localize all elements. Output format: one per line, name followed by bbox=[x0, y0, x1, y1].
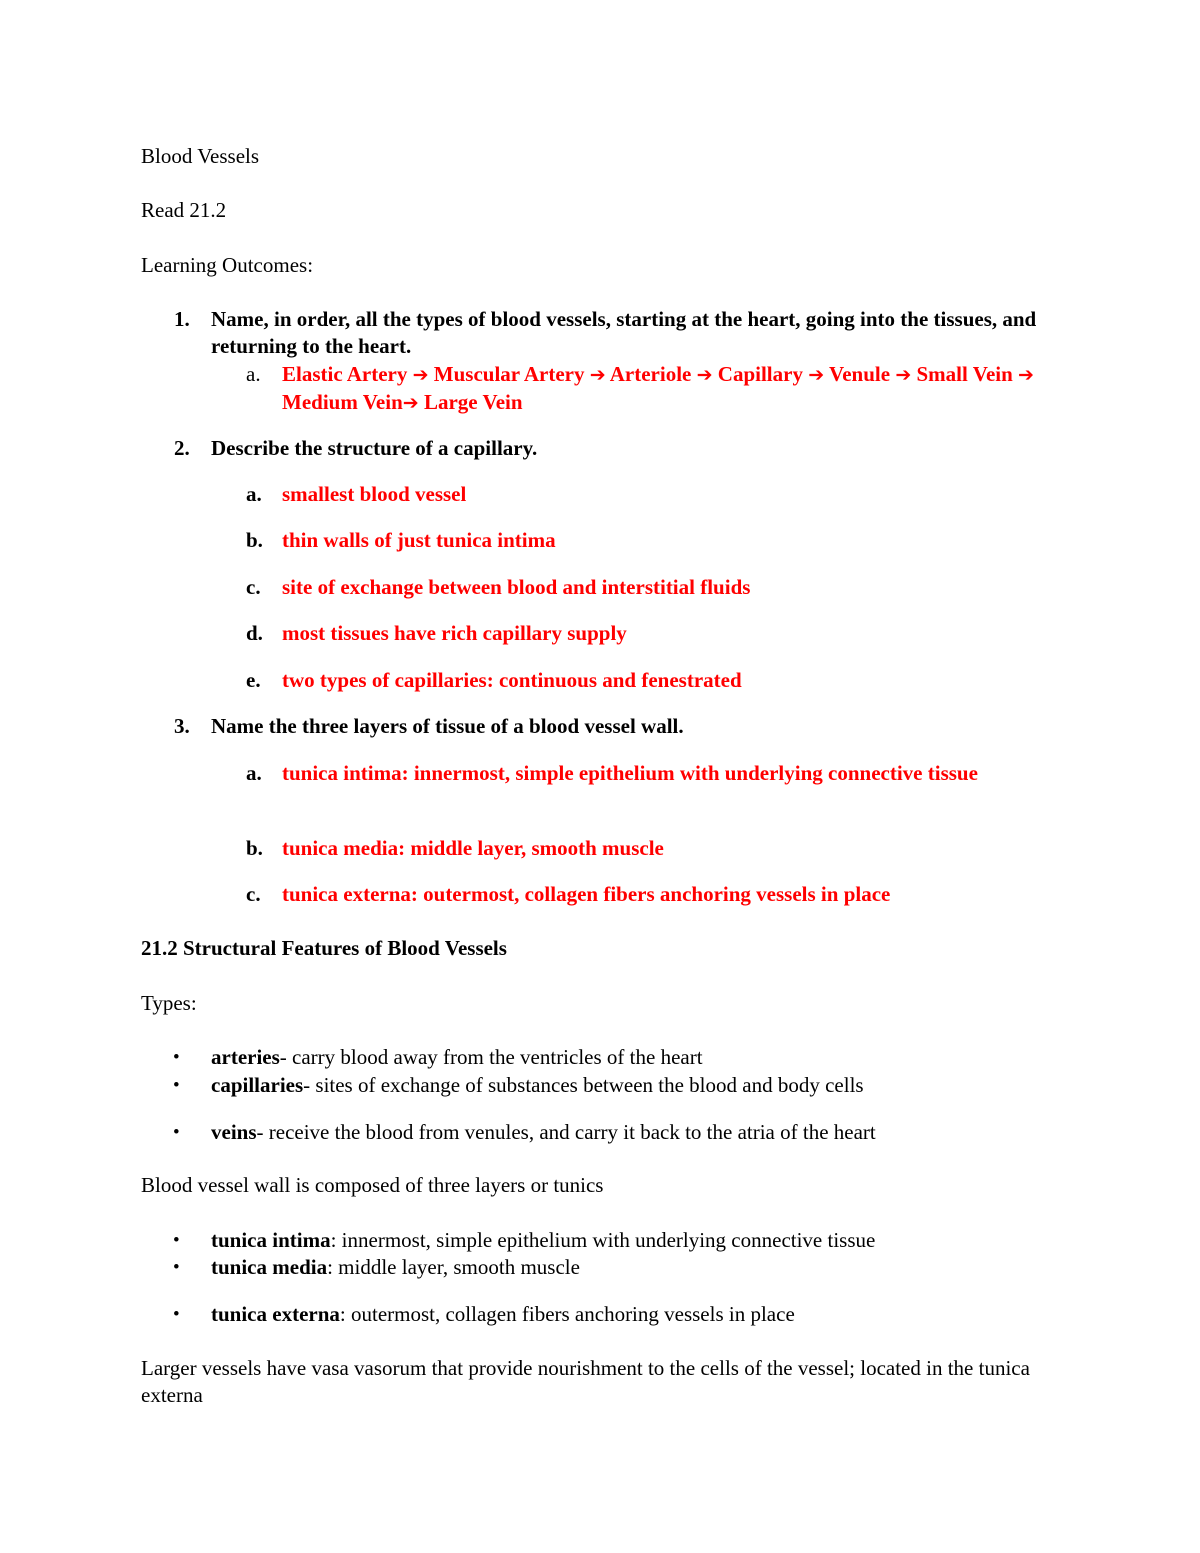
definition: - sites of exchange of substances between the blood and body cells bbox=[303, 1073, 864, 1097]
list-item bbox=[211, 1119, 876, 1146]
answer-text: tunica media: middle layer, smooth muscle bbox=[282, 836, 664, 860]
outcome-number: 3. bbox=[174, 714, 190, 738]
definition: : outermost, collagen fibers anchoring vessels in place bbox=[339, 1302, 795, 1326]
answer-text: tunica externa: outermost, collagen fibers anchoring vessels in place bbox=[282, 882, 891, 906]
definition: - carry blood away from the ventricles of the heart bbox=[279, 1045, 703, 1069]
list-item bbox=[211, 1301, 795, 1328]
arrow-right-icon: ➔ bbox=[1018, 364, 1034, 386]
arrow-right-icon: ➔ bbox=[412, 364, 429, 386]
answer-letter: c. bbox=[246, 575, 261, 599]
sequence-item: Medium Vein bbox=[282, 390, 403, 414]
answer-letter: d. bbox=[246, 621, 263, 645]
bullet-icon: • bbox=[173, 1257, 180, 1278]
term: arteries bbox=[211, 1045, 280, 1069]
answer-text: site of exchange between blood and interstitial fluids bbox=[282, 575, 751, 599]
term: tunica intima bbox=[211, 1228, 331, 1252]
outcomes-heading: Learning Outcomes: bbox=[141, 253, 314, 277]
outcome-number: 2. bbox=[174, 436, 190, 460]
arrow-right-icon: ➔ bbox=[696, 364, 713, 386]
sequence-item: Arteriole bbox=[609, 362, 692, 386]
reading-assignment: Read 21.2 bbox=[141, 198, 227, 222]
term: tunica externa bbox=[211, 1302, 340, 1326]
answer-text: tunica intima: innermost, simple epithelium with underlying connective tissue bbox=[282, 761, 978, 785]
document-title: Blood Vessels bbox=[141, 144, 260, 168]
bullet-icon: • bbox=[173, 1230, 180, 1251]
answer-letter: e. bbox=[246, 668, 261, 692]
wall-intro: Blood vessel wall is composed of three layers or tunics bbox=[141, 1173, 604, 1197]
arrow-right-icon: ➔ bbox=[895, 364, 912, 386]
list-item bbox=[211, 1254, 580, 1281]
outcome-number: 1. bbox=[174, 307, 190, 331]
definition: : middle layer, smooth muscle bbox=[327, 1255, 580, 1279]
answer-text: most tissues have rich capillary supply bbox=[282, 621, 627, 645]
term: veins bbox=[211, 1120, 257, 1144]
term: tunica media bbox=[211, 1255, 328, 1279]
term: capillaries bbox=[211, 1073, 304, 1097]
sequence-item: Venule bbox=[829, 362, 891, 386]
answer-letter: c. bbox=[246, 882, 261, 906]
definition: : innermost, simple epithelium with underlying connective tissue bbox=[330, 1228, 876, 1252]
answer-letter: a. bbox=[246, 482, 262, 506]
arrow-right-icon: ➔ bbox=[808, 364, 825, 386]
closing-paragraph: Larger vessels have vasa vasorum that provide nourishment to the cells of the vessel; located in the tunica externa bbox=[141, 1356, 1030, 1407]
arrow-right-icon: ➔ bbox=[402, 392, 419, 414]
outcome-question: Name the three layers of tissue of a blood vessel wall. bbox=[211, 714, 684, 738]
answer-text: thin walls of just tunica intima bbox=[282, 528, 556, 552]
list-item bbox=[211, 1072, 864, 1099]
vessel-sequence bbox=[282, 361, 1042, 417]
answer-text: two types of capillaries: continuous and fenestrated bbox=[282, 668, 742, 692]
answer-letter: a. bbox=[246, 362, 261, 386]
bullet-icon: • bbox=[173, 1075, 180, 1096]
outcome-question: Describe the structure of a capillary. bbox=[211, 436, 538, 460]
answer-letter: b. bbox=[246, 836, 263, 860]
answer-letter: a. bbox=[246, 761, 262, 785]
sequence-item: Small Vein bbox=[916, 362, 1013, 386]
bullet-icon: • bbox=[173, 1047, 180, 1068]
sequence-item: Large Vein bbox=[423, 390, 523, 414]
answer-letter: b. bbox=[246, 528, 263, 552]
bullet-icon: • bbox=[173, 1122, 180, 1143]
sequence-item: Elastic Artery bbox=[282, 362, 408, 386]
sequence-item: Capillary bbox=[717, 362, 803, 386]
sequence-item: Muscular Artery bbox=[433, 362, 585, 386]
definition: - receive the blood from venules, and carry it back to the atria of the heart bbox=[256, 1120, 876, 1144]
arrow-right-icon: ➔ bbox=[589, 364, 606, 386]
list-item bbox=[211, 1227, 875, 1254]
answer-text: smallest blood vessel bbox=[282, 482, 467, 506]
section-heading: 21.2 Structural Features of Blood Vessels bbox=[141, 936, 507, 960]
list-item bbox=[211, 1044, 703, 1071]
bullet-icon: • bbox=[173, 1304, 180, 1325]
outcome-question: Name, in order, all the types of blood vessels, starting at the heart, going into the tissues, and returning to the heart. bbox=[211, 307, 1037, 358]
types-label: Types: bbox=[141, 991, 197, 1015]
